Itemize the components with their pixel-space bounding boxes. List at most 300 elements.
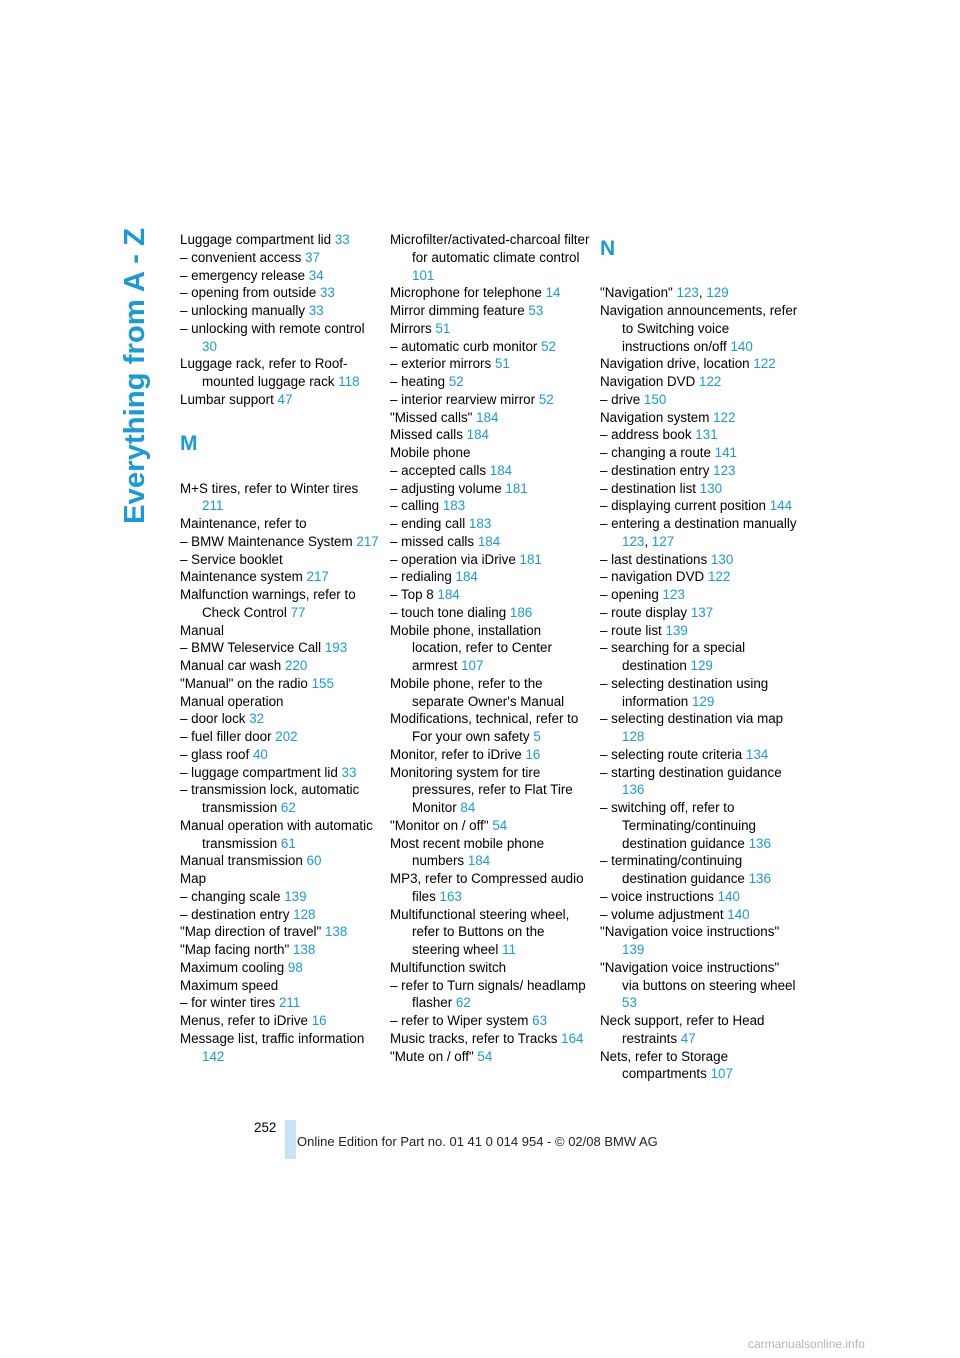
index-term: – BMW Maintenance System — [180, 533, 357, 549]
page-reference-link[interactable]: 62 — [455, 995, 471, 1011]
index-term: Maintenance system — [180, 569, 307, 585]
page-reference-link[interactable]: 220 — [284, 658, 308, 673]
page-reference-link[interactable]: 138 — [324, 924, 348, 940]
index-term: – ending call — [390, 516, 469, 531]
index-term: Multifunction switch — [390, 959, 507, 975]
index-entry — [180, 888, 380, 906]
index-entry — [390, 391, 590, 409]
index-term: – opening from outside — [180, 285, 320, 301]
index-entry — [180, 923, 380, 941]
index-entry — [390, 764, 590, 817]
index-entry — [180, 870, 380, 888]
index-entry — [600, 1048, 800, 1084]
page-reference-link[interactable]: 136 — [748, 835, 771, 851]
page-reference-link[interactable]: 16 — [525, 746, 541, 762]
index-term: Music tracks, refer to Tracks — [390, 1030, 562, 1046]
page-reference-link[interactable]: 129 — [706, 285, 729, 301]
index-term: – starting destination guidance — [600, 764, 782, 780]
page-reference-link[interactable]: 53 — [528, 303, 544, 318]
index-entry — [390, 710, 590, 746]
page-reference-link[interactable]: 144 — [769, 498, 793, 514]
index-entry — [180, 622, 380, 640]
page-reference-link[interactable]: 139 — [284, 888, 307, 904]
index-entry — [390, 533, 590, 551]
index-term: Luggage rack, refer to Roof-mounted luggage rack — [180, 356, 348, 389]
page-reference-link[interactable]: 217 — [306, 569, 329, 585]
page-reference-link[interactable]: 181 — [519, 551, 542, 567]
page-reference-link[interactable]: 53 — [622, 995, 637, 1011]
index-entry — [390, 906, 590, 959]
index-entry — [180, 852, 380, 870]
index-term: "Map facing north" — [180, 942, 293, 957]
page-reference-link[interactable]: 150 — [643, 391, 667, 407]
footer-accent-bar — [285, 1120, 296, 1159]
page-reference-link[interactable]: 37 — [305, 249, 320, 265]
page-reference-link[interactable]: 137 — [690, 604, 714, 620]
page-reference-link[interactable]: 16 — [311, 1013, 327, 1028]
page-reference-link[interactable]: 184 — [455, 569, 478, 585]
page-reference-link[interactable]: 138 — [292, 942, 316, 957]
index-entry — [180, 710, 380, 728]
page-reference-link[interactable]: 123 — [713, 462, 736, 478]
index-entry — [600, 568, 800, 586]
page-reference-link[interactable]: 63 — [532, 1013, 548, 1028]
page-reference-link[interactable]: 136 — [622, 782, 645, 798]
page-reference-link[interactable]: 184 — [437, 587, 460, 602]
index-entry — [390, 497, 590, 515]
index-term: Mobile phone, installation location, refer to Center armrest — [390, 622, 552, 673]
index-term: – exterior mirrors — [390, 356, 495, 372]
index-entry — [390, 231, 590, 284]
index-entry — [600, 444, 800, 462]
page-reference-link[interactable]: 123 — [622, 533, 645, 549]
index-term: – route display — [600, 604, 691, 620]
index-entry — [600, 639, 800, 675]
page-reference-link[interactable]: 127 — [651, 533, 675, 549]
page-reference-link[interactable]: 40 — [252, 746, 268, 762]
index-entry — [600, 497, 800, 515]
index-entry — [180, 551, 380, 569]
page-reference-link[interactable]: 30 — [202, 338, 217, 354]
index-entry — [600, 852, 800, 888]
page-reference-link[interactable]: 122 — [713, 409, 736, 425]
page-reference-link[interactable]: 184 — [477, 533, 501, 549]
index-term: Modifications, technical, refer to For your own safety — [390, 711, 579, 744]
page-reference-link[interactable]: 140 — [717, 888, 740, 904]
index-entry — [180, 320, 380, 356]
page-reference-link[interactable]: 33 — [341, 764, 357, 780]
index-entry — [180, 906, 380, 924]
index-term: – refer to Wiper system — [390, 1013, 533, 1028]
index-entry — [180, 249, 380, 267]
page-reference-link[interactable]: 183 — [442, 498, 466, 514]
index-term: Multifunctional steering wheel, refer to Buttons on the steering wheel — [390, 906, 570, 957]
index-entry — [390, 1048, 590, 1066]
page-reference-link[interactable]: 62 — [280, 800, 296, 815]
page-reference-link[interactable]: 142 — [202, 1048, 225, 1064]
index-term: – navigation DVD — [600, 569, 708, 585]
page-reference-link[interactable]: 52 — [538, 391, 554, 407]
index-term: MP3, refer to Compressed audio files — [390, 871, 584, 904]
index-entry — [600, 906, 800, 924]
page-reference-link[interactable]: 128 — [622, 729, 645, 744]
index-term: – touch tone dialing — [390, 604, 510, 620]
index-term: – destination list — [600, 480, 700, 496]
index-entry — [600, 373, 800, 391]
index-entry — [180, 657, 380, 675]
index-term: Manual operation — [180, 693, 284, 709]
index-term: – interior rearview mirror — [390, 391, 539, 407]
index-entry — [180, 781, 380, 817]
section-letter: M — [180, 432, 198, 456]
page-reference-link[interactable]: 181 — [505, 480, 528, 496]
index-entry — [180, 693, 380, 711]
page-reference-link[interactable]: 140 — [727, 906, 750, 922]
page-reference-link[interactable]: 155 — [311, 675, 334, 691]
index-entry — [180, 231, 380, 249]
page-reference-link[interactable]: 130 — [699, 480, 723, 496]
index-entry: – entering a destination manually 123, 127 — [600, 516, 797, 549]
page-reference-link[interactable]: 51 — [494, 356, 510, 372]
index-entry — [180, 977, 380, 995]
index-term: Mirrors — [390, 320, 436, 336]
index-term: – destination entry — [600, 462, 714, 478]
index-entry — [390, 568, 590, 586]
index-term: – switching off, refer to Terminating/continuing destination guidance — [600, 800, 756, 851]
index-term: Luggage compartment lid — [180, 232, 335, 247]
index-term: – changing scale — [180, 888, 285, 904]
index-term: – searching for a special destination — [600, 640, 746, 673]
index-entry — [390, 870, 590, 906]
index-entry — [390, 355, 590, 373]
index-term: – unlocking with remote control — [180, 320, 365, 336]
spacer — [180, 409, 380, 427]
page-reference-link[interactable]: 184 — [476, 409, 499, 425]
index-term: – luggage compartment lid — [180, 764, 342, 780]
index-term: Microphone for telephone — [390, 285, 546, 301]
index-term: – volume adjustment — [600, 906, 728, 922]
page-reference-link[interactable]: 122 — [699, 374, 722, 389]
index-entry — [600, 923, 800, 959]
page-reference-link[interactable]: 184 — [467, 853, 491, 869]
index-term: – Service booklet — [180, 551, 283, 567]
page-reference-link[interactable]: 54 — [477, 1048, 493, 1064]
index-entry — [600, 586, 800, 604]
index-term: Manual operation with automatic transmission — [180, 817, 373, 851]
index-term: Mobile phone — [390, 445, 471, 460]
index-term: – entering a destination manually — [600, 516, 797, 531]
index-term: Map — [180, 871, 207, 886]
index-entry — [390, 1030, 590, 1048]
index-entry — [600, 622, 800, 640]
index-term: Navigation drive, location — [600, 356, 754, 372]
index-term: "Monitor on / off" — [390, 817, 493, 833]
index-term: – changing a route — [600, 445, 715, 460]
index-term: Mobile phone, refer to the separate Owner's Manual — [390, 675, 565, 709]
index-term: – automatic curb monitor — [390, 338, 542, 354]
index-entry — [180, 639, 380, 657]
index-entry — [180, 1012, 380, 1030]
index-entry — [390, 462, 590, 480]
index-entry — [390, 373, 590, 391]
page-reference-link[interactable]: 184 — [489, 462, 513, 478]
index-term: Message list, traffic information — [180, 1030, 365, 1046]
page-reference-link[interactable]: 84 — [460, 800, 476, 815]
index-entry — [180, 302, 380, 320]
page-reference-link[interactable]: 163 — [439, 888, 462, 904]
page-reference-link[interactable]: 217 — [356, 533, 379, 549]
index-term: Manual transmission — [180, 853, 307, 869]
index-term: – accepted calls — [390, 462, 490, 478]
index-entry — [180, 267, 380, 285]
page-reference-link[interactable]: 202 — [275, 729, 298, 744]
index-entry — [390, 835, 590, 871]
page-reference-link[interactable]: 33 — [308, 303, 324, 318]
page-reference-link[interactable]: 164 — [561, 1030, 584, 1046]
index-entry — [390, 444, 590, 462]
index-entry — [600, 746, 800, 764]
page-reference-link[interactable]: 122 — [707, 569, 731, 585]
index-entry — [390, 426, 590, 444]
page-reference-link[interactable]: 118 — [338, 374, 360, 389]
index-term: "Map direction of travel" — [180, 924, 325, 940]
index-entry — [390, 977, 590, 1013]
index-entry — [390, 1012, 590, 1030]
index-entry — [390, 284, 590, 302]
index-entry — [390, 746, 590, 764]
page-reference-link[interactable]: 33 — [334, 232, 350, 247]
page-reference-link[interactable]: 184 — [466, 427, 489, 443]
index-term: – selecting route criteria — [600, 746, 746, 762]
page-reference-link[interactable]: 52 — [448, 374, 464, 389]
index-entry — [600, 604, 800, 622]
index-term: – operation via iDrive — [390, 551, 520, 567]
index-entry — [180, 586, 380, 622]
side-title-text: Everything from A - Z — [119, 231, 151, 524]
index-entry — [600, 391, 800, 409]
page-number: 252 — [254, 1120, 277, 1135]
index-term: – Top 8 — [390, 587, 438, 602]
index-entry — [180, 994, 380, 1012]
index-term: Navigation announcements, refer to Switching voice instructions on/off — [600, 303, 798, 354]
index-entry — [600, 799, 800, 852]
index-term: Neck support, refer to Head restraints — [600, 1013, 765, 1046]
index-term: – missed calls — [390, 533, 478, 549]
index-entry — [390, 409, 590, 427]
page-reference-link[interactable]: 129 — [690, 658, 713, 673]
index-entry — [180, 1030, 380, 1066]
index-entry — [180, 941, 380, 959]
page-reference-link[interactable]: 139 — [622, 942, 645, 957]
index-term: – unlocking manually — [180, 303, 309, 318]
index-entry — [600, 462, 800, 480]
page-reference-link[interactable]: 52 — [541, 338, 556, 354]
page-reference-link[interactable]: 141 — [714, 445, 737, 460]
index-entry — [390, 817, 590, 835]
index-entry — [180, 728, 380, 746]
index-term: – calling — [390, 498, 443, 514]
index-term: – displaying current position — [600, 498, 770, 514]
index-entry: "Navigation" 123, 129 — [600, 285, 729, 301]
index-term: "Navigation voice instructions" via buttons on steering wheel — [600, 959, 796, 993]
index-entry — [390, 622, 590, 675]
index-term: – BMW Teleservice Call — [180, 640, 325, 656]
page-reference-link[interactable]: 61 — [280, 835, 296, 851]
index-entry — [180, 355, 380, 391]
spacer — [180, 462, 380, 480]
section-letter: N — [600, 237, 616, 260]
page-reference-link[interactable]: 130 — [710, 551, 734, 567]
index-term: – route list — [600, 622, 666, 638]
index-term: Manual car wash — [180, 658, 285, 673]
page-reference-link[interactable]: 101 — [412, 267, 435, 283]
index-entry — [390, 515, 590, 533]
page-reference-link[interactable]: 54 — [492, 817, 508, 833]
index-term: – for winter tires — [180, 995, 279, 1011]
page-reference-link[interactable]: 51 — [435, 320, 451, 336]
index-term: Nets, refer to Storage compartments — [600, 1048, 729, 1082]
page-reference-link[interactable]: 123 — [676, 285, 699, 301]
index-term: – address book — [600, 427, 696, 443]
index-entry — [600, 302, 800, 355]
index-term: Mirror dimming feature — [390, 303, 529, 318]
index-term: Malfunction warnings, refer to Check Control — [180, 587, 356, 620]
index-column-1 — [180, 231, 380, 1065]
page-reference-link[interactable]: 11 — [502, 942, 516, 957]
index-term: Microfilter/activated-charcoal filter for automatic climate control — [390, 232, 590, 265]
page-reference-link[interactable]: 139 — [665, 622, 688, 638]
index-term: – redialing — [390, 569, 456, 585]
index-term: Maximum speed — [180, 977, 279, 993]
index-term: "Missed calls" — [390, 409, 477, 425]
index-term: Monitor, refer to iDrive — [390, 746, 526, 762]
index-entry — [180, 480, 380, 516]
index-term: Lumbar support — [180, 391, 278, 407]
index-entry — [600, 675, 800, 711]
page-reference-link[interactable]: 193 — [324, 640, 348, 656]
index-entry — [600, 1012, 800, 1048]
index-entry — [390, 480, 590, 498]
page-reference-link[interactable]: 131 — [695, 427, 718, 443]
index-term: – opening — [600, 587, 663, 602]
page-reference-link[interactable]: 128 — [293, 906, 316, 922]
spacer — [600, 267, 800, 285]
page-reference-link[interactable]: 136 — [748, 871, 771, 886]
index-term: – terminating/continuing destination guidance — [600, 853, 749, 886]
index-entry — [390, 586, 590, 604]
index-entry — [180, 959, 380, 977]
index-term: Navigation DVD — [600, 374, 699, 389]
index-entry — [180, 764, 380, 782]
index-term: Maximum cooling — [180, 959, 288, 975]
index-entry — [180, 533, 380, 551]
index-term: – drive — [600, 391, 644, 407]
page-reference-link[interactable]: 47 — [680, 1030, 696, 1046]
index-entry — [600, 480, 800, 498]
index-term: Manual — [180, 622, 224, 638]
index-entry — [390, 338, 590, 356]
page-reference-link[interactable]: 211 — [278, 995, 301, 1011]
index-entry — [390, 604, 590, 622]
index-term: "Mute on / off" — [390, 1048, 478, 1064]
page-reference-link[interactable]: 129 — [691, 693, 715, 709]
page-reference-link[interactable]: 186 — [509, 604, 533, 620]
page-reference-link[interactable]: 183 — [468, 516, 492, 531]
page-reference-link[interactable]: 123 — [662, 587, 685, 602]
index-entry — [600, 959, 800, 1012]
index-column-2 — [390, 231, 590, 1065]
index-term: "Manual" on the radio — [180, 675, 312, 691]
index-term: – door lock — [180, 711, 250, 727]
page-reference-link[interactable]: 14 — [545, 285, 561, 301]
index-term: – selecting destination via map — [600, 711, 784, 727]
index-entry — [180, 675, 380, 693]
index-term: – transmission lock, automatic transmission — [180, 782, 360, 815]
index-term: – heating — [390, 374, 449, 389]
index-entry — [600, 426, 800, 444]
index-term: – fuel filler door — [180, 729, 276, 744]
index-term: "Navigation" — [600, 285, 677, 301]
index-entry — [600, 764, 800, 800]
page-reference-link[interactable]: 77 — [290, 604, 306, 620]
index-term: – destination entry — [180, 906, 294, 922]
index-term: Most recent mobile phone numbers — [390, 835, 545, 869]
page-reference-link[interactable]: 122 — [753, 356, 776, 372]
index-term: "Navigation voice instructions" — [600, 924, 780, 940]
index-term: Menus, refer to iDrive — [180, 1013, 312, 1028]
index-entry — [180, 817, 380, 853]
index-entry — [600, 888, 800, 906]
page-reference-link[interactable]: 47 — [277, 391, 293, 407]
page-reference-link[interactable]: 5 — [533, 729, 541, 744]
index-term: – glass roof — [180, 746, 253, 762]
index-term: – emergency release — [180, 267, 309, 283]
index-term: – adjusting volume — [390, 480, 506, 496]
index-entry — [390, 320, 590, 338]
index-term: Missed calls — [390, 427, 467, 443]
index-entry — [180, 515, 380, 533]
page-reference-link[interactable]: 140 — [730, 338, 753, 354]
index-entry — [180, 284, 380, 302]
index-term: M+S tires, refer to Winter tires — [180, 480, 359, 496]
page-reference-link[interactable]: 211 — [202, 498, 224, 514]
index-entry — [600, 710, 800, 746]
page-reference-link[interactable]: 33 — [319, 285, 335, 301]
index-entry — [180, 391, 380, 409]
index-entry — [600, 409, 800, 427]
index-entry — [390, 959, 590, 977]
index-term: – last destinations — [600, 551, 711, 567]
index-term: Monitoring system for tire pressures, refer to Flat Tire Monitor — [390, 764, 573, 815]
page-reference-link[interactable]: 98 — [287, 959, 303, 975]
page-reference-link[interactable]: 107 — [710, 1066, 733, 1082]
page-reference-link[interactable]: 60 — [306, 853, 322, 869]
index-entry — [390, 302, 590, 320]
page-reference-link[interactable]: 32 — [249, 711, 265, 727]
page-reference-link[interactable]: 134 — [745, 746, 769, 762]
index-term: – selecting destination using information — [600, 675, 769, 709]
index-entry — [600, 355, 800, 373]
index-term: Maintenance, refer to — [180, 516, 307, 531]
index-entry — [390, 551, 590, 569]
index-entry — [180, 746, 380, 764]
index-entry — [390, 675, 590, 711]
page-reference-link[interactable]: 34 — [308, 267, 324, 283]
section-side-title — [108, 226, 152, 526]
page-reference-link[interactable]: 107 — [461, 658, 484, 673]
index-term: – convenient access — [180, 249, 306, 265]
index-column-3 — [600, 231, 800, 1083]
